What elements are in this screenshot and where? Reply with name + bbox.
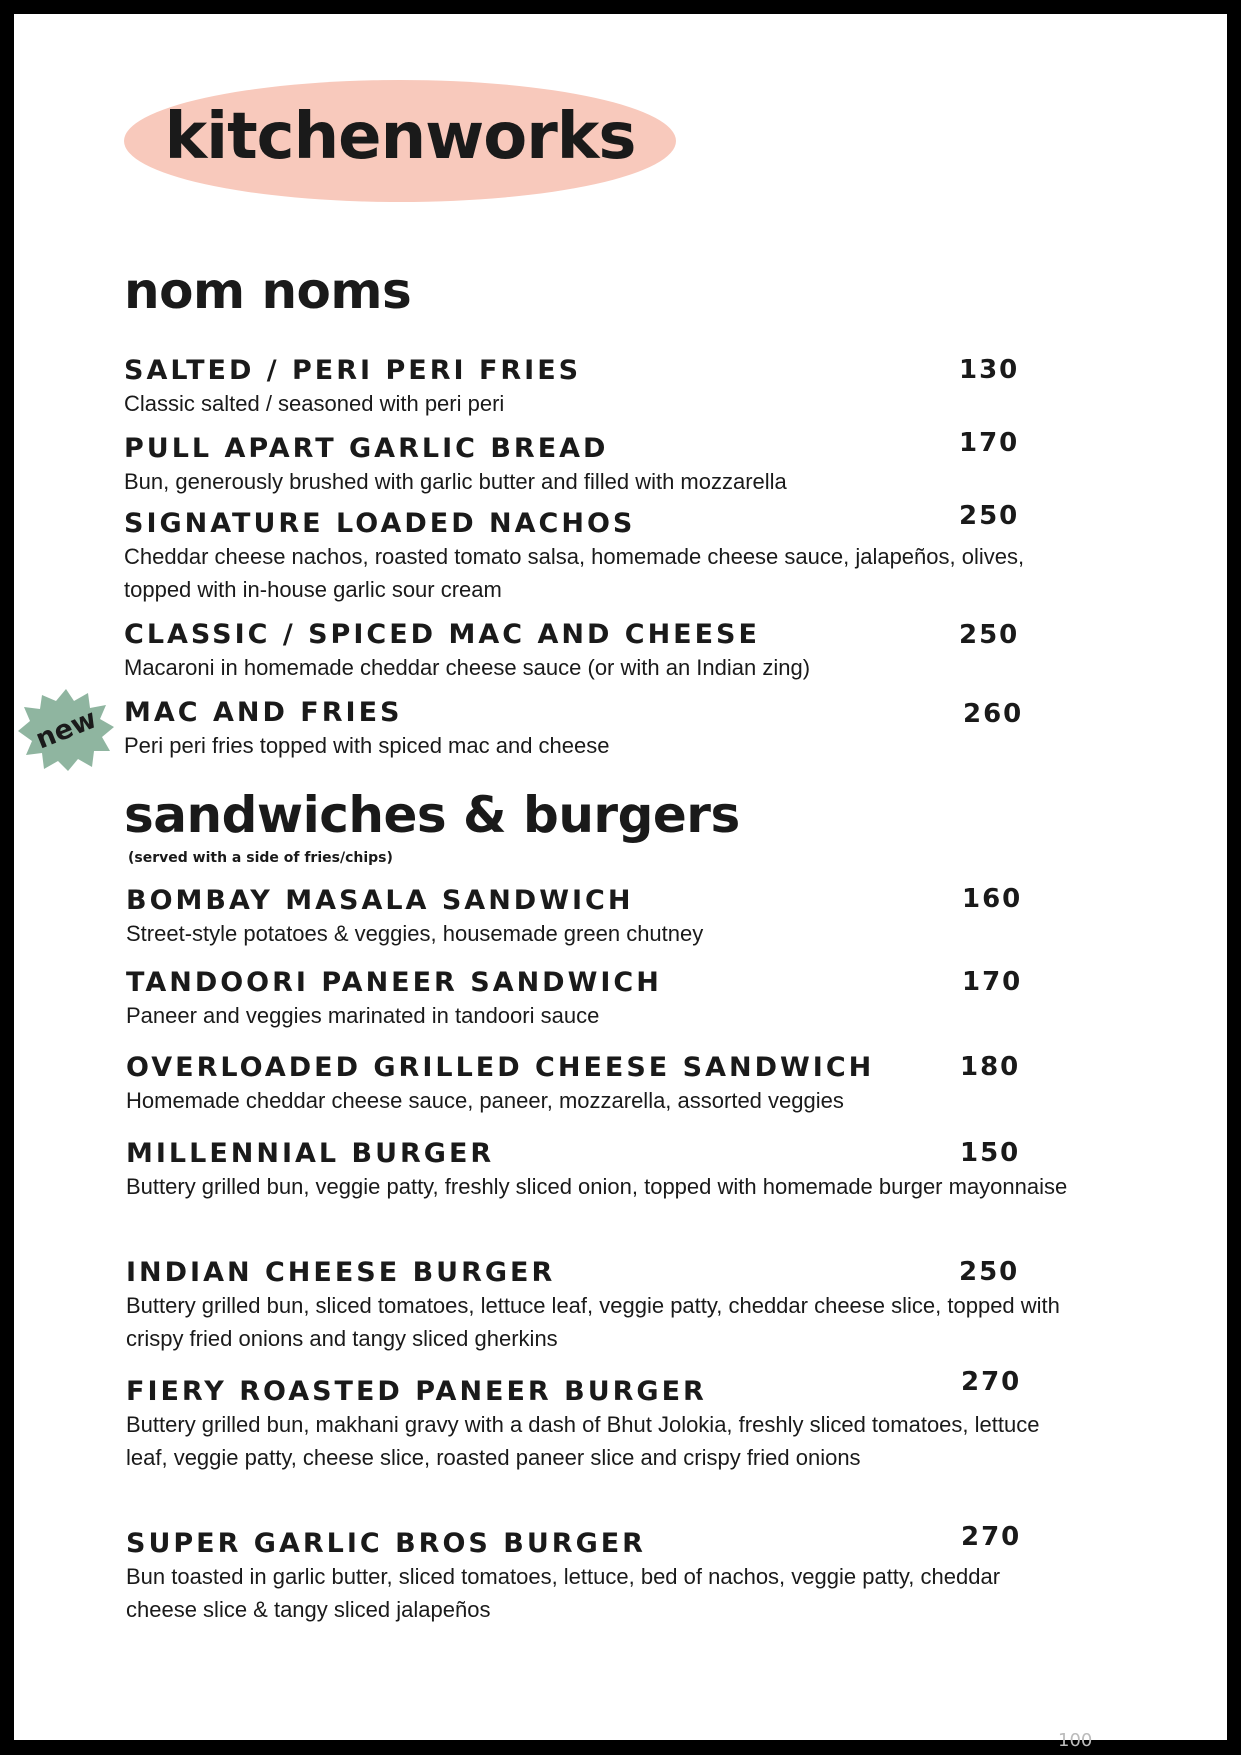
- brand-name: kitchenworks: [164, 100, 636, 174]
- item-name: SALTED / PERI PERI FRIES: [124, 355, 582, 386]
- brand-logo: [124, 80, 676, 202]
- item-price: 180: [960, 1052, 1021, 1082]
- section-title-nom-noms: nom noms: [124, 262, 412, 320]
- item-price: 160: [962, 884, 1023, 914]
- item-description: Peri peri fries topped with spiced mac and cheese: [124, 733, 610, 758]
- item-description: Street-style potatoes & veggies, housemade green chutney: [126, 921, 704, 946]
- badge-label: new: [31, 702, 101, 756]
- page-number: 100: [1058, 1730, 1093, 1751]
- item-name: BOMBAY MASALA SANDWICH: [126, 885, 634, 916]
- item-name: INDIAN CHEESE BURGER: [126, 1257, 556, 1288]
- menu-page: [14, 14, 1227, 1751]
- item-name: CLASSIC / SPICED MAC AND CHEESE: [124, 619, 760, 650]
- item-description: Buttery grilled bun, makhani gravy with a dash of Bhut Jolokia, freshly sliced tomatoes, lettuce leaf, veggie patty, cheese slice, roasted paneer slice and crispy fried onions: [126, 1412, 1040, 1470]
- item-price: 250: [959, 1257, 1020, 1287]
- item-name: SUPER GARLIC BROS BURGER: [126, 1528, 646, 1559]
- item-name: OVERLOADED GRILLED CHEESE SANDWICH: [126, 1052, 875, 1083]
- item-name: MAC AND FRIES: [124, 697, 403, 728]
- item-description: Bun, generously brushed with garlic butter and filled with mozzarella: [124, 469, 787, 494]
- item-price: 130: [959, 355, 1020, 385]
- item-price: 170: [959, 428, 1020, 458]
- item-price: 170: [962, 967, 1023, 997]
- item-name: MILLENNIAL BURGER: [126, 1138, 495, 1169]
- item-description: Macaroni in homemade cheddar cheese sauce (or with an Indian zing): [124, 655, 811, 680]
- item-description: Buttery grilled bun, sliced tomatoes, lettuce leaf, veggie patty, cheddar cheese slice, topped with crispy fried onions and tangy sliced gherkins: [126, 1293, 1060, 1351]
- item-price: 150: [960, 1138, 1021, 1168]
- item-description: Cheddar cheese nachos, roasted tomato salsa, homemade cheese sauce, jalapeños, olives, topped with in-house garlic sour cream: [124, 544, 1025, 602]
- item-description: Paneer and veggies marinated in tandoori sauce: [126, 1003, 600, 1028]
- item-price: 260: [963, 699, 1024, 729]
- item-name: PULL APART GARLIC BREAD: [124, 433, 609, 464]
- item-description: Homemade cheddar cheese sauce, paneer, mozzarella, assorted veggies: [126, 1088, 844, 1113]
- item-price: 270: [961, 1522, 1022, 1552]
- item-name: FIERY ROASTED PANEER BURGER: [126, 1376, 707, 1407]
- item-description: Buttery grilled bun, veggie patty, freshly sliced onion, topped with homemade burger mayonnaise: [126, 1174, 1068, 1199]
- item-name: TANDOORI PANEER SANDWICH: [126, 967, 662, 998]
- section-title-sandwiches-burgers: sandwiches & burgers: [124, 786, 740, 844]
- item-description: Bun toasted in garlic butter, sliced tomatoes, lettuce, bed of nachos, veggie patty, cheddar cheese slice & tangy sliced jalapeños: [126, 1564, 1001, 1622]
- item-name: SIGNATURE LOADED NACHOS: [124, 508, 636, 539]
- item-price: 250: [959, 501, 1020, 531]
- new-badge: [16, 687, 116, 771]
- section-note: (served with a side of fries/chips): [128, 850, 393, 866]
- item-price: 250: [959, 620, 1020, 650]
- item-description: Classic salted / seasoned with peri peri: [124, 391, 505, 416]
- item-price: 270: [961, 1367, 1022, 1397]
